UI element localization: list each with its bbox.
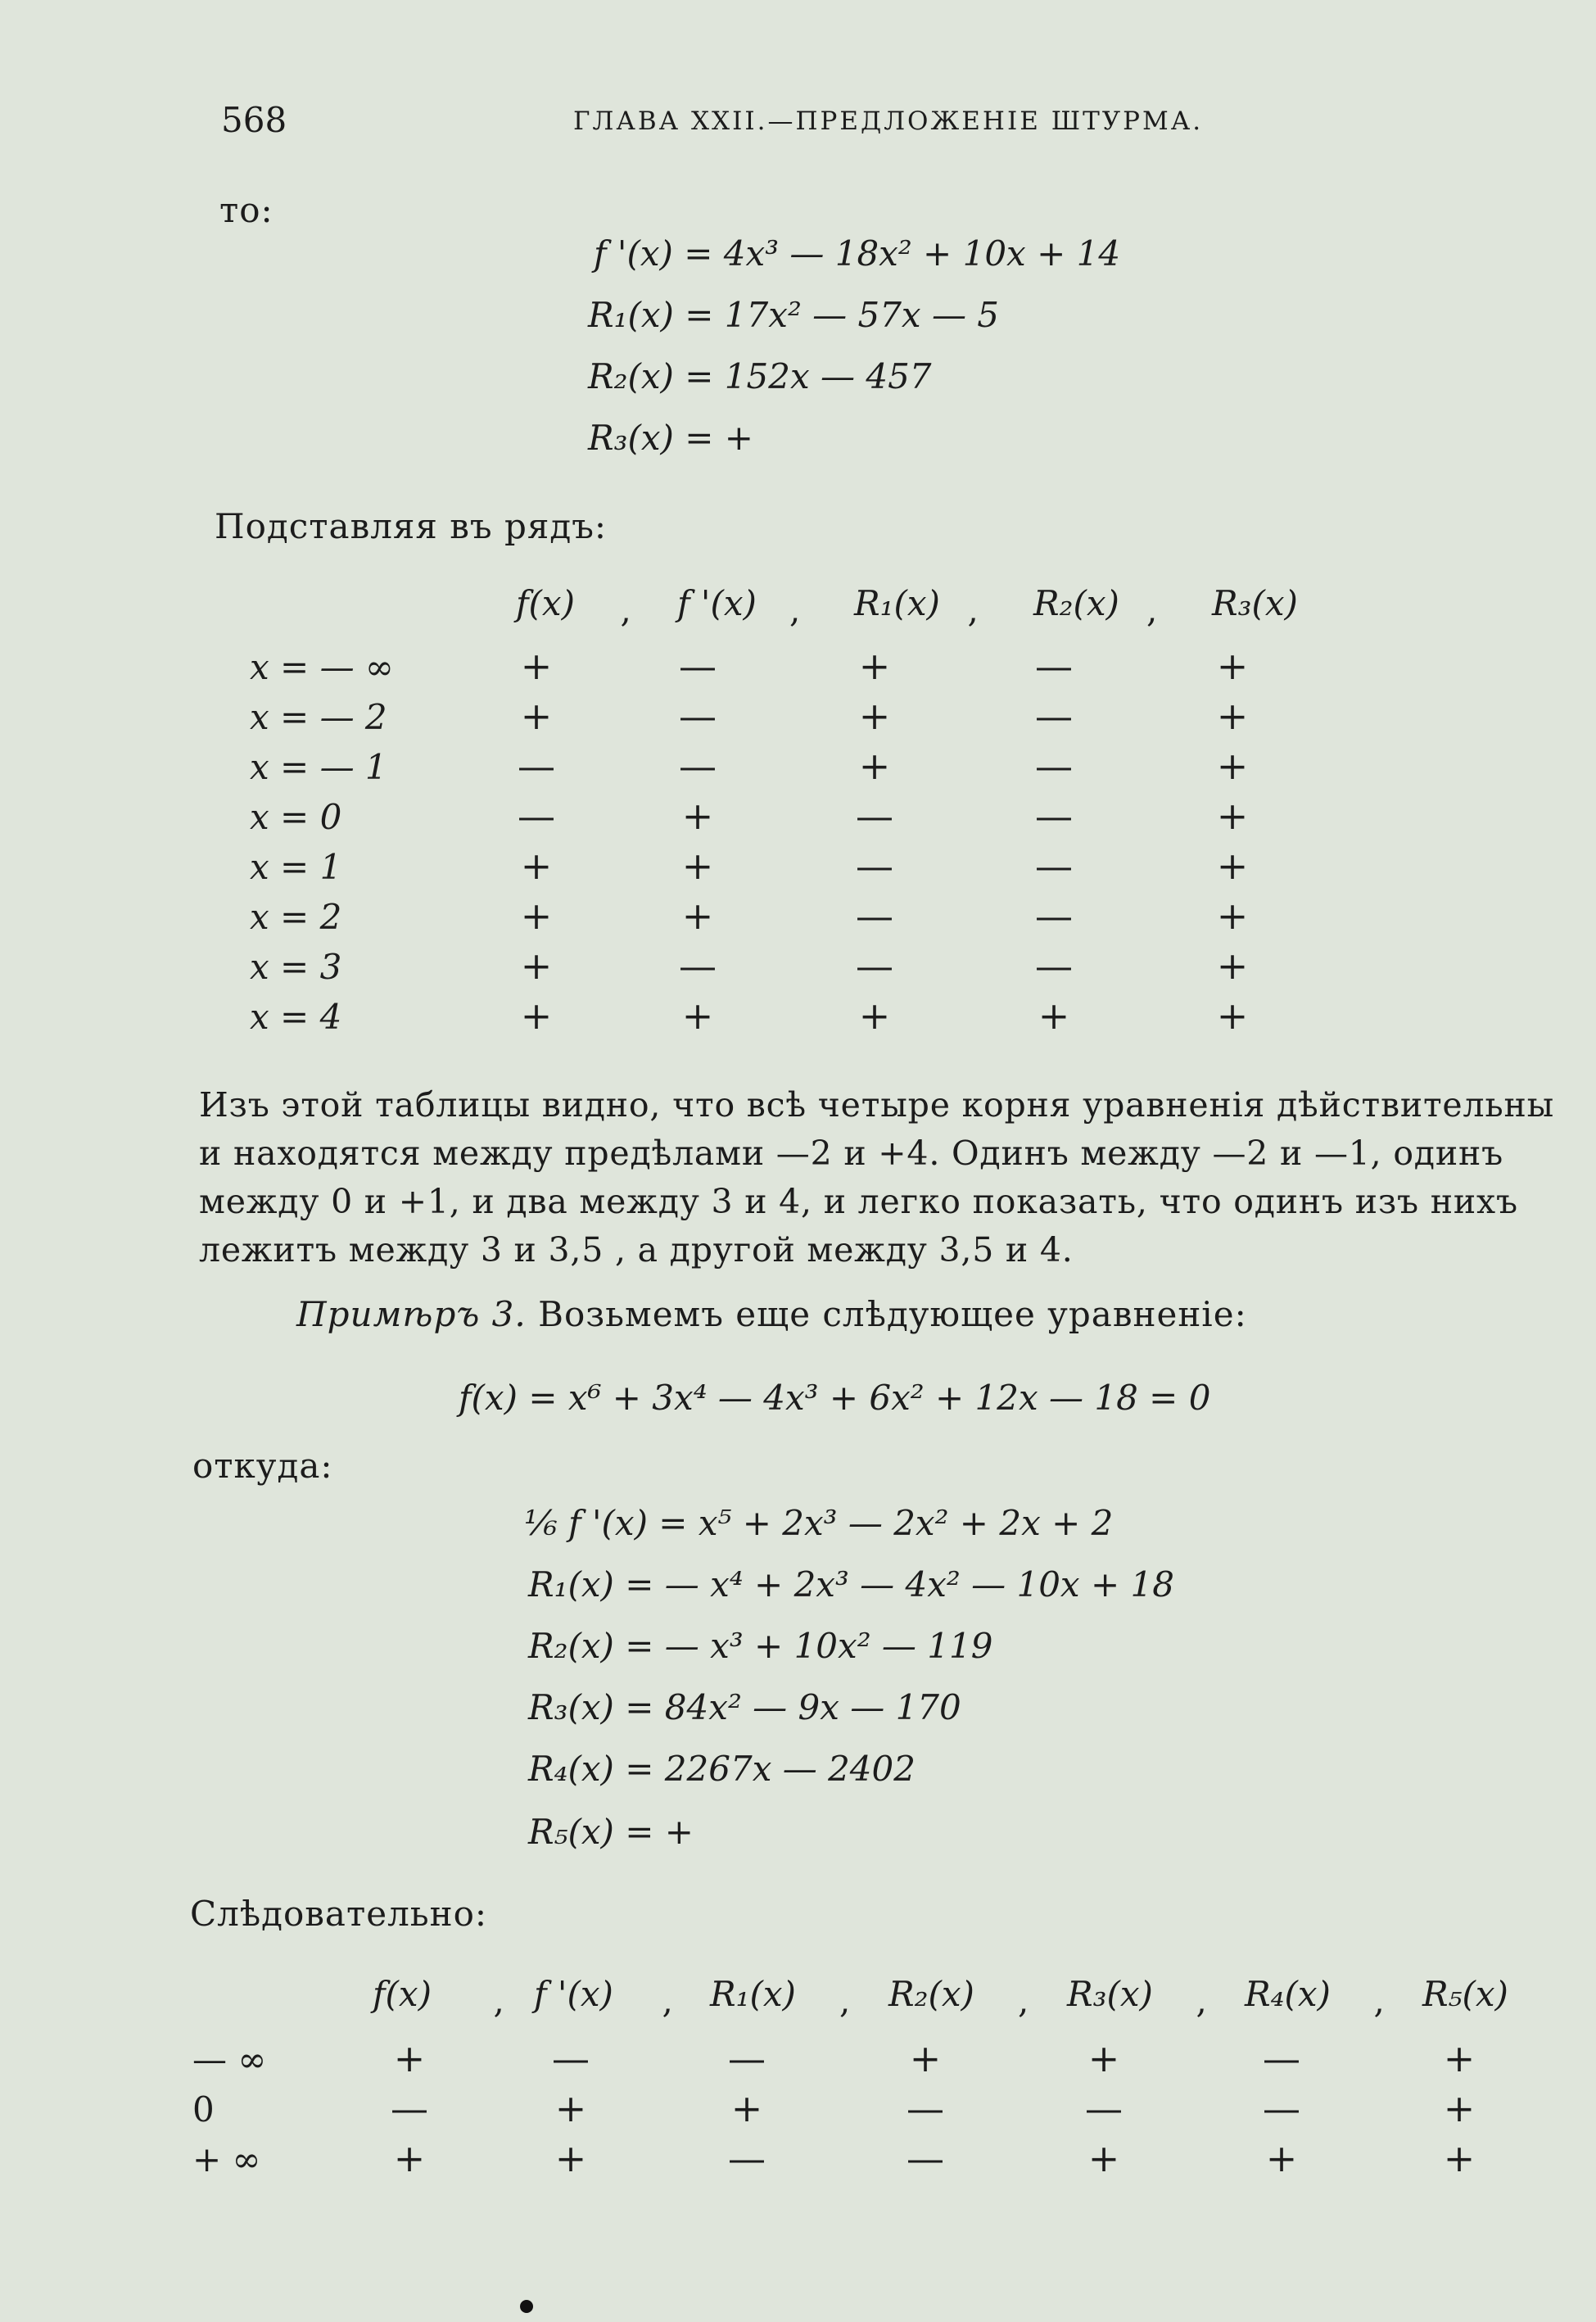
sign-cell: +	[1216, 944, 1249, 988]
sign-cell: —	[679, 944, 717, 988]
sign-cell: +	[1443, 2086, 1476, 2130]
sign-cell: +	[1216, 844, 1249, 888]
equation-line: R₂(x) = — x³ + 10x² — 119	[528, 1626, 993, 1666]
sign-cell: —	[518, 794, 555, 838]
sign-cell: —	[552, 2036, 590, 2080]
row-label: x = — 2	[250, 697, 387, 737]
sign-cell: +	[681, 994, 714, 1038]
example-text: Возьмемъ еще слѣдующее уравненiе:	[538, 1294, 1247, 1334]
equation-line: R₂(x) = 152x — 457	[588, 356, 932, 396]
sign-cell: —	[1035, 694, 1073, 738]
sign-cell: +	[858, 694, 891, 738]
row-label: + ∞	[192, 2139, 261, 2179]
ink-dot	[520, 2300, 533, 2313]
sign-cell: —	[856, 894, 893, 938]
header-separator: ,	[662, 1980, 673, 2021]
paragraph-line: и находятся между предѣлами —2 и +4. Одинъ между —2 и —1, одинъ	[199, 1134, 1503, 1173]
sign-cell: —	[1085, 2086, 1123, 2130]
row-label: x = 0	[250, 797, 342, 837]
sign-cell: +	[1443, 2036, 1476, 2080]
equation-line: R₁(x) = — x⁴ + 2x³ — 4x² — 10x + 18	[528, 1564, 1174, 1605]
column-header: f '(x)	[677, 583, 757, 623]
column-header: R₃(x)	[1212, 583, 1298, 623]
column-header: R₄(x)	[1245, 1974, 1331, 2014]
paragraph-line: между 0 и +1, и два между 3 и 4, и легко показать, что одинъ изъ нихъ	[199, 1182, 1518, 1221]
sign-cell: —	[679, 644, 717, 688]
row-label: x = 1	[250, 847, 342, 887]
sign-cell: +	[858, 994, 891, 1038]
sign-cell: +	[1087, 2036, 1120, 2080]
sign-cell: +	[520, 644, 553, 688]
sign-cell: +	[1216, 694, 1249, 738]
sign-cell: +	[1216, 644, 1249, 688]
header-separator: ,	[1196, 1980, 1207, 2021]
sign-cell: +	[1216, 894, 1249, 938]
example-heading	[296, 1294, 1247, 1334]
whence-label: откуда:	[192, 1446, 333, 1486]
sign-cell: +	[858, 744, 891, 788]
sign-cell: —	[1035, 844, 1073, 888]
main-equation: f(x) = x⁶ + 3x⁴ — 4x³ + 6x² + 12x — 18 = 0	[459, 1378, 1211, 1418]
header-separator: ,	[789, 590, 801, 630]
sign-cell: —	[728, 2036, 766, 2080]
sign-cell: +	[1216, 994, 1249, 1038]
sign-cell: —	[1035, 944, 1073, 988]
sign-cell: +	[1443, 2136, 1476, 2180]
sign-cell: +	[1087, 2136, 1120, 2180]
sign-cell: —	[1263, 2036, 1300, 2080]
row-label: 0	[192, 2089, 215, 2130]
sign-cell: —	[907, 2136, 944, 2180]
header-separator: ,	[1146, 590, 1158, 630]
sign-cell: —	[679, 744, 717, 788]
sign-cell: —	[391, 2086, 428, 2130]
column-header: f(x)	[516, 583, 576, 623]
sign-cell: +	[520, 994, 553, 1038]
sign-cell: —	[1263, 2086, 1300, 2130]
sign-cell: +	[1216, 744, 1249, 788]
row-label: — ∞	[192, 2039, 267, 2080]
sign-cell: +	[1265, 2136, 1298, 2180]
sign-cell: +	[520, 694, 553, 738]
sign-cell: +	[681, 794, 714, 838]
column-header: R₂(x)	[888, 1974, 974, 2014]
substituting-label: Подставляя въ рядъ:	[215, 506, 608, 546]
column-header: f '(x)	[534, 1974, 613, 2014]
row-label: x = 2	[250, 897, 342, 937]
sign-cell: —	[679, 694, 717, 738]
header-separator: ,	[839, 1980, 851, 2021]
sign-cell: —	[856, 794, 893, 838]
equation-line: R₃(x) = 84x² — 9x — 170	[528, 1687, 961, 1727]
sign-cell: +	[909, 2036, 942, 2080]
page-number: 568	[221, 100, 287, 140]
column-header: R₁(x)	[710, 1974, 796, 2014]
column-header: R₁(x)	[854, 583, 940, 623]
row-label: x = — ∞	[250, 647, 394, 687]
equation-line: ⅙ f '(x) = x⁵ + 2x³ — 2x² + 2x + 2	[524, 1503, 1114, 1543]
equation-line: R₅(x) = +	[528, 1812, 694, 1852]
header-separator: ,	[493, 1980, 504, 2021]
column-header: R₃(x)	[1067, 1974, 1153, 2014]
sign-cell: +	[393, 2036, 426, 2080]
consequently-label: Слѣдовательно:	[190, 1894, 488, 1934]
row-label: x = — 1	[250, 747, 387, 787]
sign-cell: +	[554, 2086, 587, 2130]
sign-cell: +	[520, 894, 553, 938]
equation-line: R₁(x) = 17x² — 57x — 5	[588, 295, 1000, 335]
sign-cell: —	[1035, 794, 1073, 838]
sign-cell: +	[1038, 994, 1070, 1038]
row-label: x = 3	[250, 947, 342, 987]
sign-cell: +	[681, 844, 714, 888]
sign-cell: +	[681, 894, 714, 938]
sign-cell: —	[856, 844, 893, 888]
sign-cell: —	[518, 744, 555, 788]
sign-cell: +	[730, 2086, 763, 2130]
intro-word: то:	[219, 190, 274, 230]
sign-cell: —	[1035, 894, 1073, 938]
column-header: f(x)	[373, 1974, 432, 2014]
sign-cell: —	[1035, 644, 1073, 688]
sign-cell: +	[520, 944, 553, 988]
example-label: Примѣръ 3.	[296, 1294, 527, 1334]
sign-cell: —	[728, 2136, 766, 2180]
header-separator: ,	[1373, 1980, 1385, 2021]
sign-cell: —	[1035, 744, 1073, 788]
column-header: R₅(x)	[1422, 1974, 1508, 2014]
sign-cell: +	[520, 844, 553, 888]
sign-cell: —	[856, 944, 893, 988]
equation-line: R₃(x) = +	[588, 418, 754, 458]
equation-line: R₄(x) = 2267x — 2402	[528, 1749, 916, 1789]
column-header: R₂(x)	[1033, 583, 1119, 623]
sign-cell: +	[1216, 794, 1249, 838]
equation-line: f '(x) = 4x³ — 18x² + 10x + 14	[594, 233, 1121, 274]
paragraph-line: Изъ этой таблицы видно, что всѣ четыре корня уравненiя дѣйствительны	[199, 1085, 1555, 1125]
header-separator: ,	[967, 590, 979, 630]
sign-cell: —	[907, 2086, 944, 2130]
header-separator: ,	[620, 590, 631, 630]
chapter-title: ГЛАВА XXII.—ПРЕДЛОЖЕНIЕ ШТУРМА.	[573, 106, 1204, 136]
sign-cell: +	[393, 2136, 426, 2180]
sign-cell: +	[858, 644, 891, 688]
sign-cell: +	[554, 2136, 587, 2180]
header-separator: ,	[1018, 1980, 1029, 2021]
paragraph-line: лежитъ между 3 и 3,5 , а другой между 3,5 и 4.	[199, 1230, 1074, 1270]
row-label: x = 4	[250, 997, 342, 1037]
